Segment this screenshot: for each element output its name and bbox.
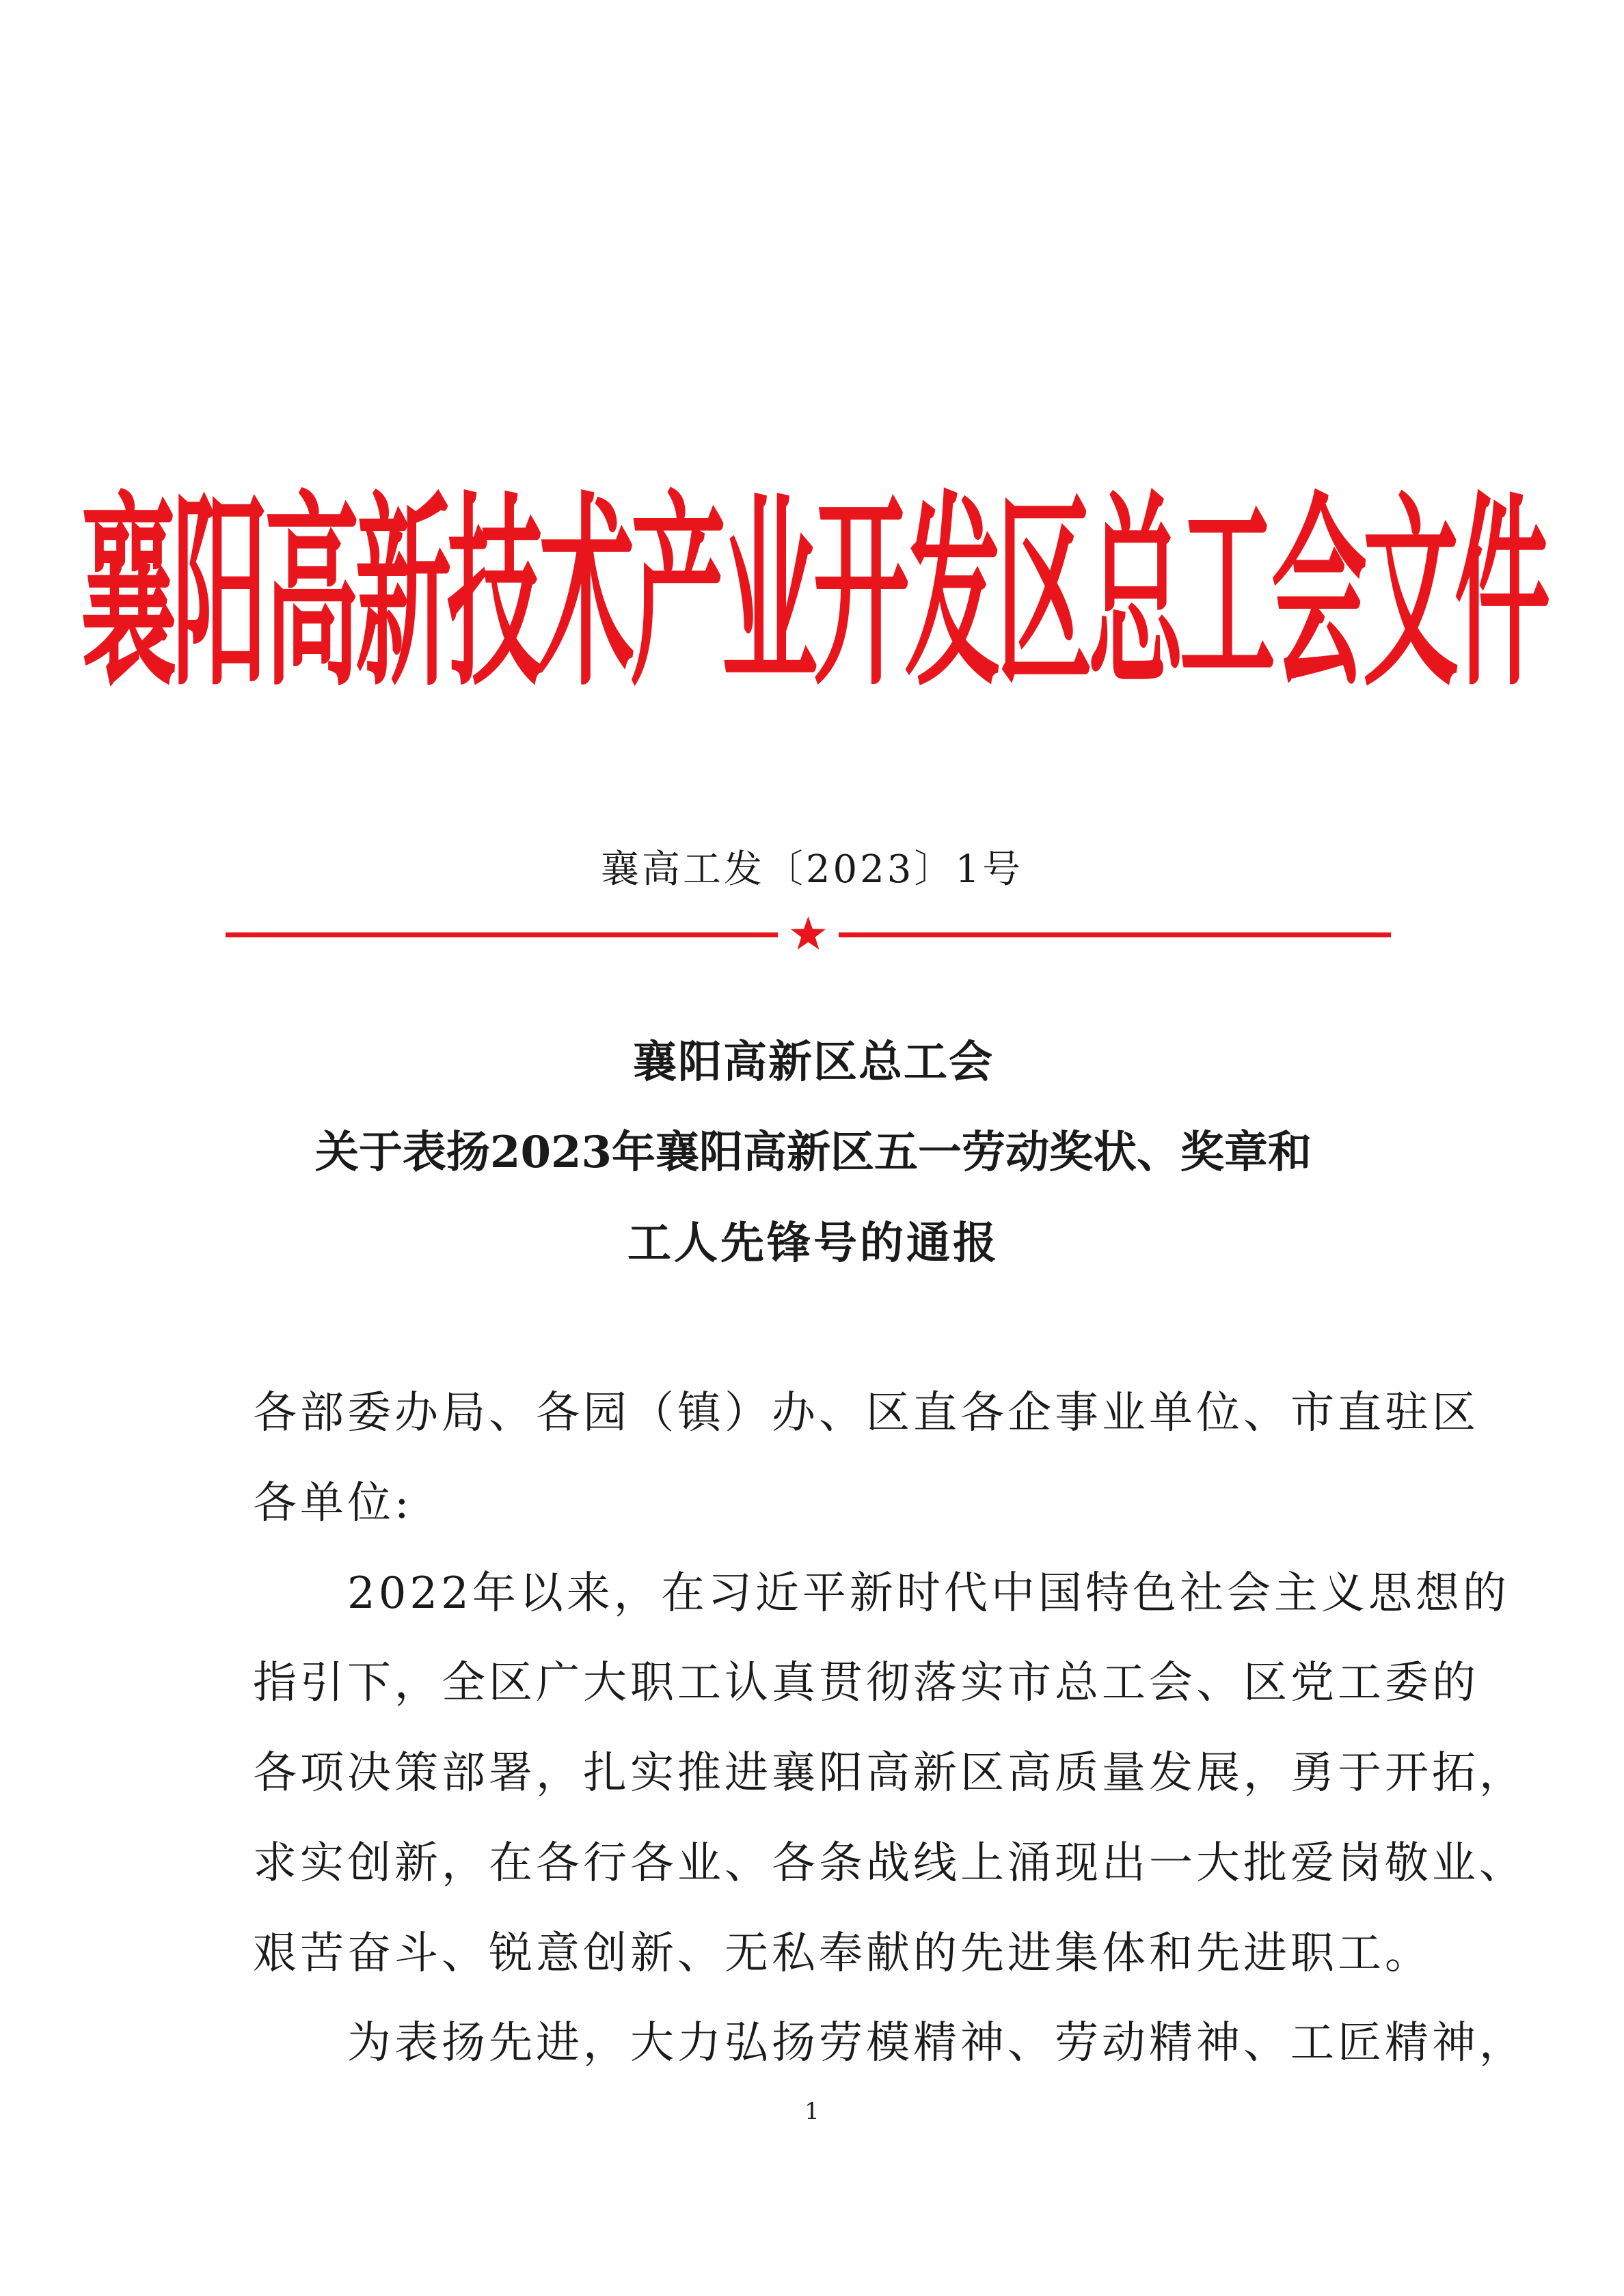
notice-title-line-1: 襄阳高新区总工会 [633, 1037, 994, 1088]
body-line: 2022年以来，在习近平新时代中国特色社会主义思想的 [253, 1568, 1510, 1619]
body-line: 为表扬先进，大力弘扬劳模精神、劳动精神、工匠精神， [253, 2018, 1526, 2068]
body-line: 各部委办局、各园（镇）办、区直各企事业单位、市直驻区 [253, 1388, 1479, 1438]
star-icon [791, 916, 826, 950]
page-number: 1 [804, 2098, 820, 2125]
document-number: 襄高工发〔2023〕1号 [600, 847, 1024, 892]
body-line: 各项决策部署，扎实推进襄阳高新区高质量发展，勇于开拓， [253, 1748, 1526, 1799]
notice-title-line-2: 关于表扬2023年襄阳高新区五一劳动奖状、奖章和 [314, 1127, 1312, 1178]
issuer-title [81, 444, 1547, 715]
body-line: 艰苦奋斗、锐意创新、无私奉献的先进集体和先进职工。 [253, 1928, 1432, 1979]
notice-title-line-3: 工人先锋号的通报 [627, 1218, 999, 1269]
red-divider [226, 911, 1391, 959]
body-line: 求实创新，在各行各业、各条战线上涌现出一大批爱岗敬业、 [253, 1838, 1526, 1889]
issuer-title-text: 襄阳高新技术产业开发区总工会文件 [81, 475, 1547, 715]
body-line: 各单位: [253, 1478, 413, 1529]
body-line: 指引下，全区广大职工认真贯彻落实市总工会、区党工委的 [253, 1658, 1479, 1708]
